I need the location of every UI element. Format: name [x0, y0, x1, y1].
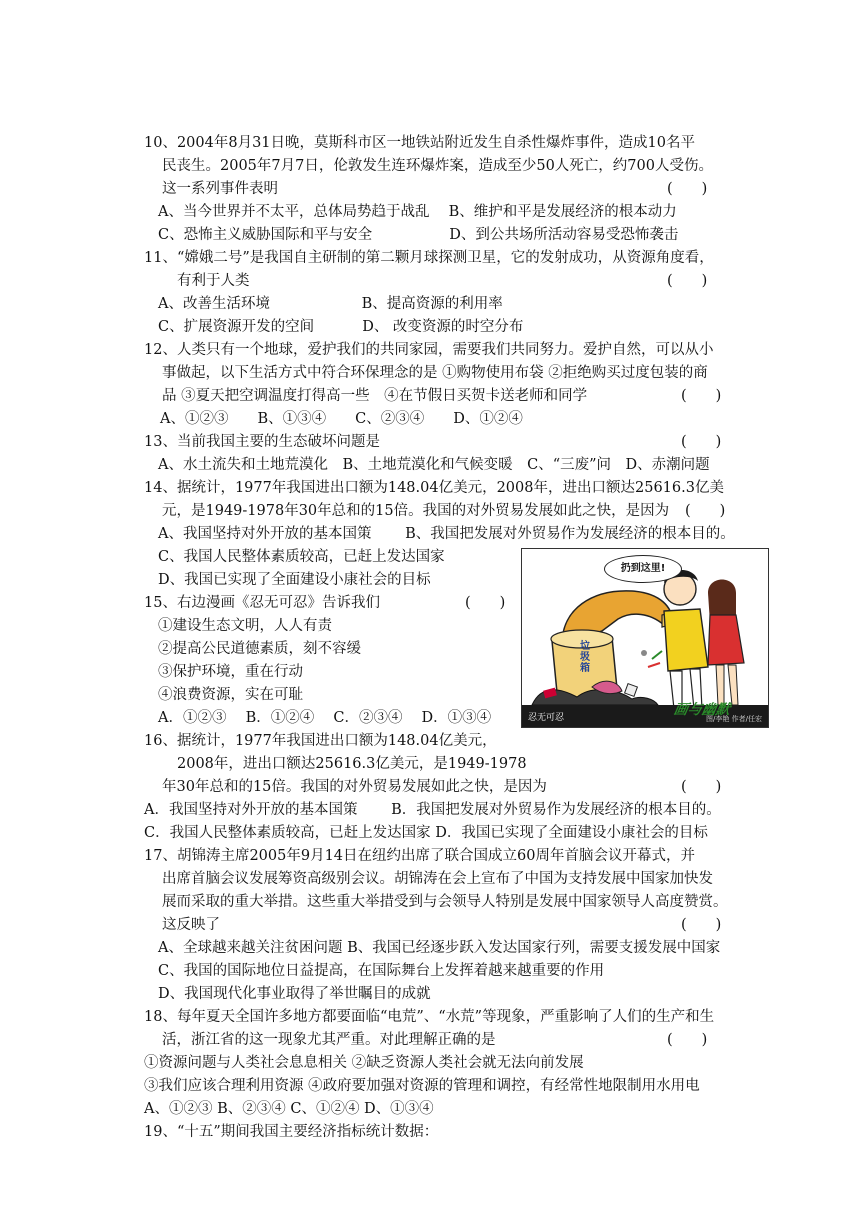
q11-answer-blank: ( )	[667, 273, 708, 289]
speech-bubble: 扔到这里!	[604, 555, 682, 583]
q15-options: A．①②③ B．①②④ C．②③④ D．①③④	[158, 710, 492, 726]
q10-option-cd: C、恐怖主义威胁国际和平与安全 D、到公共场所活动容易受恐怖袭击	[158, 227, 679, 243]
q15-item-3: ③保护环境，重在行动	[158, 664, 303, 680]
q12-answer-blank: ( )	[681, 388, 722, 404]
q18-line-2: 活，浙江省的这一现象尤其严重。对此理解正确的是	[162, 1032, 496, 1048]
q14-option-c: C、我国人民整体素质较高，已赶上发达国家	[158, 549, 445, 565]
q15-item-1: ①建设生态文明，人人有责	[158, 618, 332, 634]
q12-options: A、①②③ B、①③④ C、②③④ D、①②④	[160, 411, 523, 427]
q17-option-d: D、我国现代化事业取得了举世瞩目的成就	[158, 986, 431, 1002]
q18-item-34: ③我们应该合理利用资源 ④政府要加强对资源的管理和调控，有经常性地限制用水用电	[144, 1078, 700, 1094]
q18-line-1: 18、每年夏天全国许多地方都要面临“电荒”、“水荒”等现象，严重影响了人们的生产和生	[144, 1009, 715, 1025]
q11-line-1: 11、“嫦娥二号”是我国自主研制的第二颗月球探测卫星，它的发射成功，从资源角度看，	[144, 250, 714, 266]
q18-options: A、①②③ B、②③④ C、①②④ D、①③④	[144, 1101, 434, 1117]
q17-line-3: 展而采取的重大举措。这些重大举措受到与会领导人特别是发展中国家领导人高度赞赏。	[162, 894, 728, 910]
q16-line-3: 年30年总和的15倍。我国的对外贸易发展如此之快，是因为	[162, 779, 547, 795]
q17-line-2: 出席首脑会议发展筹资高级别会议。胡锦涛在会上宣布了中国为支持发展中国家加快发	[162, 871, 713, 887]
q14-option-ab: A、我国坚持对外开放的基本国策 B、我国把发展对外贸易作为发展经济的根本目的。	[158, 526, 735, 542]
q14-line-2: 元，是1949-1978年30年总和的15倍。我国的对外贸易发展如此之快，是因为	[162, 503, 670, 519]
q13-answer-blank: ( )	[681, 434, 722, 450]
q16-line-1: 16、据统计，1977年我国进出口额为148.04亿美元，	[144, 733, 497, 749]
cartoon-brand-logo: 画与幽默	[672, 702, 732, 718]
q17-option-c: C、我国的国际地位日益提高，在国际舞台上发挥着越来越重要的作用	[158, 963, 605, 979]
cartoon-image	[521, 548, 769, 728]
cartoon-title: 忍无可忍	[528, 713, 565, 723]
q11-option-cd: C、扩展资源开发的空间 D、 改变资源的时空分布	[158, 319, 524, 335]
q15-item-2: ②提高公民道德素质，刻不容缓	[158, 641, 361, 657]
q17-answer-blank: ( )	[681, 917, 722, 933]
q15-item-4: ④浪费资源，实在可耻	[158, 687, 303, 703]
q11-option-ab: A、改善生活环境 B、提高资源的利用率	[158, 296, 503, 312]
q10-answer-blank: ( )	[667, 181, 708, 197]
q13-line-1: 13、当前我国主要的生态破坏问题是	[144, 434, 380, 450]
bin-label: 垃圾箱	[580, 641, 590, 674]
q15-answer-blank: ( )	[465, 595, 506, 611]
q12-line-3: 品 ③夏天把空调温度打得高一些 ④在节假日买贺卡送老师和同学	[162, 388, 588, 404]
q15-line-1: 15、右边漫画《忍无可忍》告诉我们	[144, 595, 380, 611]
q19-line-1: 19、“十五”期间我国主要经济指标统计数据：	[144, 1124, 439, 1140]
q12-line-2: 事做起，以下生活方式中符合环保理念的是 ①购物使用布袋 ②拒绝购买过度包装的商	[162, 365, 708, 381]
q17-option-ab: A、全球越来越关注贫困问题 B、我国已经逐步跃入发达国家行列，需要支援发展中国家	[158, 940, 721, 956]
q10-line-1: 10、2004年8月31日晚，莫斯科市区一地铁站附近发生自杀性爆炸事件，造成10名平	[144, 135, 695, 151]
cartoon-credit: 图/李艳 作者/任宏	[706, 715, 762, 723]
q17-line-1: 17、胡锦涛主席2005年9月14日在纽约出席了联合国成立60周年首脑会议开幕式，并	[144, 848, 695, 864]
q18-answer-blank: ( )	[667, 1032, 708, 1048]
q16-answer-blank: ( )	[681, 779, 722, 795]
q16-option-ab: A．我国坚持对外开放的基本国策 B．我国把发展对外贸易作为发展经济的根本目的。	[144, 802, 721, 818]
q10-line-3: 这一系列事件表明	[162, 181, 278, 197]
cartoon-caption-bar	[522, 702, 768, 727]
q14-option-d: D、我国已实现了全面建设小康社会的目标	[158, 572, 431, 588]
q10-option-ab: A、当今世界并不太平，总体局势趋于战乱 B、维护和平是发展经济的根本动力	[158, 204, 677, 220]
q17-line-4: 这反映了	[162, 917, 220, 933]
q10-line-2: 民丧生。2005年7月7日，伦敦发生连环爆炸案，造成至少50人死亡，约700人受伤。	[162, 158, 713, 174]
q14-line-1: 14、据统计，1977年我国进出口额为148.04亿美元，2008年，进出口额达25616.3亿美	[144, 480, 724, 496]
q14-answer-blank: ( )	[685, 503, 726, 519]
q18-item-12: ①资源问题与人类社会息息相关 ②缺乏资源人类社会就无法向前发展	[144, 1055, 584, 1071]
q11-line-2: 有利于人类	[177, 273, 250, 289]
q16-line-2: 2008年，进出口额达25616.3亿美元，是1949-1978	[177, 756, 527, 772]
q13-options: A、水土流失和土地荒漠化 B、土地荒漠化和气候变暖 C、“三废”问 D、赤潮问题	[158, 457, 710, 473]
q12-line-1: 12、人类只有一个地球，爱护我们的共同家园，需要我们共同努力。爱护自然，可以从小	[144, 342, 714, 358]
q16-option-cd: C．我国人民整体素质较高，已赶上发达国家 D．我国已实现了全面建设小康社会的目标	[144, 825, 708, 841]
